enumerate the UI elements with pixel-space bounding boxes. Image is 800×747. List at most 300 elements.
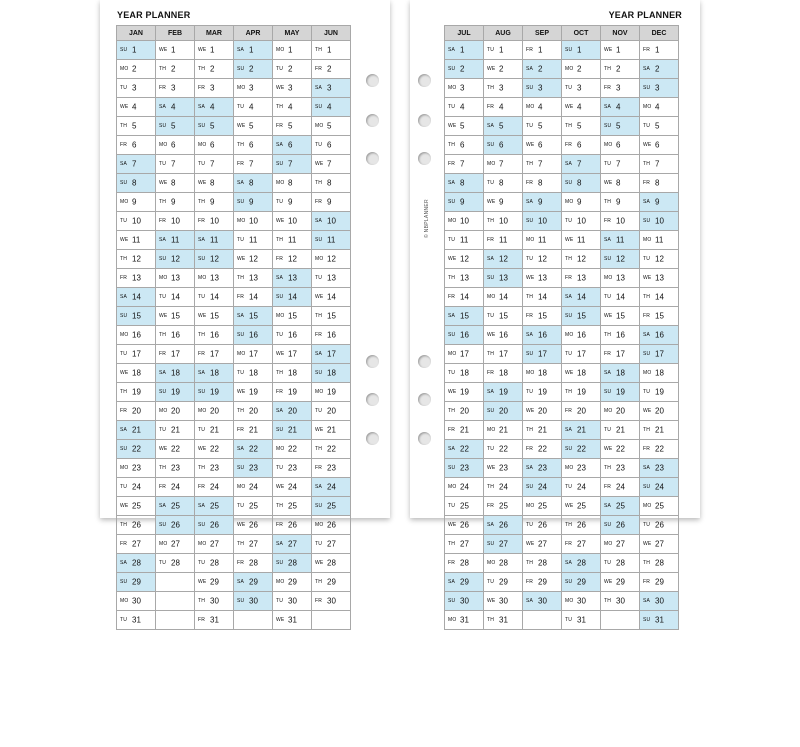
weekday-label: TU bbox=[565, 483, 573, 490]
day-cell bbox=[273, 212, 312, 231]
weekday-label: SA bbox=[120, 426, 128, 433]
day-row bbox=[117, 231, 351, 250]
weekday-label: SA bbox=[237, 46, 245, 53]
day-number: 11 bbox=[460, 235, 469, 245]
day-row bbox=[117, 288, 351, 307]
day-cell bbox=[484, 79, 523, 98]
day-number: 20 bbox=[460, 406, 469, 416]
day-number: 24 bbox=[132, 482, 141, 492]
weekday-label: MO bbox=[276, 312, 285, 319]
day-number: 17 bbox=[499, 349, 508, 359]
month-header-nov: NOV bbox=[601, 26, 640, 41]
day-cell bbox=[312, 478, 351, 497]
weekday-label: FR bbox=[604, 350, 612, 357]
empty-day-cell bbox=[156, 611, 195, 630]
weekday-label: TU bbox=[526, 521, 534, 528]
weekday-label: WE bbox=[237, 388, 246, 395]
weekday-label: SA bbox=[198, 103, 206, 110]
day-cell bbox=[234, 497, 273, 516]
weekday-label: FR bbox=[315, 464, 323, 471]
weekday-label: MO bbox=[526, 502, 535, 509]
day-number: 19 bbox=[616, 387, 625, 397]
weekday-label: MO bbox=[198, 407, 207, 414]
day-cell bbox=[117, 497, 156, 516]
day-cell bbox=[156, 98, 195, 117]
weekday-label: SA bbox=[237, 578, 245, 585]
weekday-label: FR bbox=[526, 46, 534, 53]
day-cell bbox=[562, 326, 601, 345]
binder-hole bbox=[366, 152, 379, 165]
day-cell bbox=[562, 402, 601, 421]
day-row bbox=[445, 155, 679, 174]
weekday-label: TU bbox=[120, 217, 128, 224]
weekday-label: MO bbox=[198, 540, 207, 547]
weekday-label: SA bbox=[198, 502, 206, 509]
day-cell bbox=[312, 383, 351, 402]
month-header-oct: OCT bbox=[562, 26, 601, 41]
weekday-label: FR bbox=[604, 483, 612, 490]
day-cell bbox=[117, 250, 156, 269]
day-number: 6 bbox=[460, 140, 465, 150]
day-number: 13 bbox=[327, 273, 336, 283]
weekday-label: TH bbox=[315, 46, 323, 53]
day-number: 14 bbox=[171, 292, 180, 302]
day-cell bbox=[601, 592, 640, 611]
day-cell bbox=[640, 345, 679, 364]
weekday-label: FR bbox=[604, 217, 612, 224]
day-cell bbox=[484, 535, 523, 554]
day-number: 16 bbox=[460, 330, 469, 340]
day-number: 2 bbox=[577, 64, 582, 74]
weekday-label: TU bbox=[526, 122, 534, 129]
weekday-label: FR bbox=[237, 426, 245, 433]
weekday-label: WE bbox=[159, 312, 168, 319]
weekday-label: SU bbox=[448, 331, 456, 338]
day-cell bbox=[273, 440, 312, 459]
day-number: 16 bbox=[171, 330, 180, 340]
day-cell bbox=[640, 98, 679, 117]
weekday-label: MO bbox=[448, 483, 457, 490]
day-cell bbox=[562, 440, 601, 459]
month-header-dec: DEC bbox=[640, 26, 679, 41]
day-number: 4 bbox=[327, 102, 332, 112]
weekday-label: WE bbox=[276, 616, 285, 623]
day-cell bbox=[117, 554, 156, 573]
day-number: 17 bbox=[327, 349, 336, 359]
weekday-label: TU bbox=[565, 350, 573, 357]
day-number: 3 bbox=[210, 83, 215, 93]
day-cell bbox=[601, 174, 640, 193]
day-number: 15 bbox=[288, 311, 297, 321]
weekday-label: TU bbox=[159, 559, 167, 566]
day-cell bbox=[601, 402, 640, 421]
day-number: 20 bbox=[538, 406, 547, 416]
day-number: 22 bbox=[538, 444, 547, 454]
day-number: 9 bbox=[132, 197, 137, 207]
day-cell bbox=[523, 174, 562, 193]
day-cell bbox=[234, 79, 273, 98]
day-number: 24 bbox=[616, 482, 625, 492]
day-row bbox=[445, 535, 679, 554]
day-cell bbox=[445, 345, 484, 364]
day-number: 22 bbox=[171, 444, 180, 454]
day-number: 24 bbox=[249, 482, 258, 492]
day-number: 21 bbox=[249, 425, 258, 435]
day-number: 27 bbox=[577, 539, 586, 549]
day-cell bbox=[312, 269, 351, 288]
binder-hole bbox=[366, 355, 379, 368]
day-number: 19 bbox=[499, 387, 508, 397]
weekday-label: SA bbox=[159, 502, 167, 509]
day-cell bbox=[273, 535, 312, 554]
weekday-label: WE bbox=[565, 502, 574, 509]
weekday-label: MO bbox=[315, 388, 324, 395]
day-row bbox=[445, 231, 679, 250]
day-cell bbox=[312, 421, 351, 440]
day-cell bbox=[234, 535, 273, 554]
day-number: 18 bbox=[171, 368, 180, 378]
day-number: 21 bbox=[327, 425, 336, 435]
day-number: 9 bbox=[460, 197, 465, 207]
day-number: 12 bbox=[499, 254, 508, 264]
weekday-label: SA bbox=[487, 521, 495, 528]
weekday-label: TH bbox=[487, 217, 495, 224]
day-cell bbox=[445, 41, 484, 60]
day-cell bbox=[156, 535, 195, 554]
day-cell bbox=[562, 193, 601, 212]
day-number: 7 bbox=[538, 159, 543, 169]
weekday-label: SA bbox=[120, 559, 128, 566]
weekday-label: SA bbox=[276, 274, 284, 281]
day-number: 23 bbox=[288, 463, 297, 473]
day-number: 20 bbox=[249, 406, 258, 416]
day-cell bbox=[312, 98, 351, 117]
day-number: 22 bbox=[499, 444, 508, 454]
weekday-label: WE bbox=[448, 388, 457, 395]
day-cell bbox=[156, 402, 195, 421]
day-cell bbox=[484, 98, 523, 117]
day-cell bbox=[234, 269, 273, 288]
day-cell bbox=[601, 307, 640, 326]
day-number: 15 bbox=[499, 311, 508, 321]
day-row bbox=[445, 592, 679, 611]
day-cell bbox=[312, 155, 351, 174]
day-cell bbox=[445, 98, 484, 117]
day-number: 9 bbox=[171, 197, 176, 207]
day-cell bbox=[484, 459, 523, 478]
day-cell bbox=[484, 117, 523, 136]
day-cell bbox=[601, 155, 640, 174]
weekday-label: SA bbox=[604, 236, 612, 243]
day-cell bbox=[562, 41, 601, 60]
weekday-label: FR bbox=[159, 483, 167, 490]
weekday-label: SA bbox=[198, 236, 206, 243]
day-cell bbox=[640, 402, 679, 421]
day-number: 3 bbox=[327, 83, 332, 93]
weekday-label: WE bbox=[198, 312, 207, 319]
day-row bbox=[117, 41, 351, 60]
weekday-label: SU bbox=[565, 312, 573, 319]
weekday-label: WE bbox=[120, 236, 129, 243]
binder-hole bbox=[418, 355, 431, 368]
weekday-label: WE bbox=[237, 255, 246, 262]
day-number: 18 bbox=[616, 368, 625, 378]
weekday-label: SA bbox=[448, 46, 456, 53]
weekday-label: TH bbox=[643, 559, 651, 566]
day-row bbox=[445, 307, 679, 326]
day-cell bbox=[273, 155, 312, 174]
day-number: 6 bbox=[616, 140, 621, 150]
day-cell bbox=[445, 269, 484, 288]
day-number: 25 bbox=[460, 501, 469, 511]
weekday-label: TH bbox=[487, 84, 495, 91]
day-cell bbox=[523, 573, 562, 592]
day-number: 14 bbox=[288, 292, 297, 302]
weekday-label: FR bbox=[276, 122, 284, 129]
day-number: 4 bbox=[655, 102, 660, 112]
day-number: 28 bbox=[538, 558, 547, 568]
day-row bbox=[445, 117, 679, 136]
day-row bbox=[117, 611, 351, 630]
day-number: 11 bbox=[210, 235, 219, 245]
day-cell bbox=[562, 459, 601, 478]
day-cell bbox=[640, 383, 679, 402]
weekday-label: FR bbox=[120, 540, 128, 547]
weekday-label: FR bbox=[159, 217, 167, 224]
weekday-label: SU bbox=[565, 445, 573, 452]
weekday-label: SA bbox=[237, 445, 245, 452]
weekday-label: SA bbox=[315, 217, 323, 224]
day-cell bbox=[523, 345, 562, 364]
weekday-label: FR bbox=[565, 274, 573, 281]
weekday-label: TU bbox=[487, 445, 495, 452]
weekday-label: TU bbox=[198, 559, 206, 566]
day-number: 21 bbox=[460, 425, 469, 435]
weekday-label: MO bbox=[643, 236, 652, 243]
right-page-title: YEAR PLANNER bbox=[608, 10, 682, 20]
weekday-label: TU bbox=[198, 293, 206, 300]
day-cell bbox=[523, 554, 562, 573]
day-cell bbox=[117, 212, 156, 231]
day-cell bbox=[484, 516, 523, 535]
weekday-label: FR bbox=[487, 103, 495, 110]
day-cell bbox=[445, 421, 484, 440]
weekday-label: TH bbox=[120, 255, 128, 262]
day-cell bbox=[640, 231, 679, 250]
day-number: 21 bbox=[538, 425, 547, 435]
weekday-label: TH bbox=[315, 445, 323, 452]
weekday-label: WE bbox=[604, 445, 613, 452]
weekday-label: TH bbox=[159, 464, 167, 471]
weekday-label: TH bbox=[276, 369, 284, 376]
day-cell bbox=[195, 421, 234, 440]
day-cell bbox=[601, 136, 640, 155]
day-cell bbox=[445, 193, 484, 212]
day-cell bbox=[234, 345, 273, 364]
day-cell bbox=[117, 383, 156, 402]
day-row bbox=[117, 364, 351, 383]
day-cell bbox=[312, 193, 351, 212]
weekday-label: SA bbox=[448, 312, 456, 319]
day-number: 12 bbox=[249, 254, 258, 264]
weekday-label: FR bbox=[315, 597, 323, 604]
day-number: 1 bbox=[577, 45, 582, 55]
weekday-label: WE bbox=[526, 407, 535, 414]
weekday-label: WE bbox=[198, 578, 207, 585]
weekday-label: WE bbox=[643, 407, 652, 414]
day-number: 30 bbox=[132, 596, 141, 606]
day-number: 11 bbox=[171, 235, 180, 245]
day-cell bbox=[273, 269, 312, 288]
weekday-label: TU bbox=[237, 236, 245, 243]
day-number: 5 bbox=[616, 121, 621, 131]
day-cell bbox=[484, 440, 523, 459]
day-number: 19 bbox=[538, 387, 547, 397]
weekday-label: MO bbox=[643, 502, 652, 509]
weekday-label: SA bbox=[565, 559, 573, 566]
weekday-label: MO bbox=[526, 369, 535, 376]
weekday-label: TH bbox=[487, 616, 495, 623]
weekday-label: SA bbox=[526, 65, 534, 72]
day-cell bbox=[484, 250, 523, 269]
day-number: 20 bbox=[210, 406, 219, 416]
day-row bbox=[117, 440, 351, 459]
day-number: 5 bbox=[210, 121, 215, 131]
day-cell bbox=[445, 592, 484, 611]
weekday-label: MO bbox=[237, 350, 246, 357]
day-cell bbox=[484, 193, 523, 212]
weekday-label: SA bbox=[448, 179, 456, 186]
day-number: 18 bbox=[538, 368, 547, 378]
day-number: 28 bbox=[499, 558, 508, 568]
day-row bbox=[117, 573, 351, 592]
day-number: 27 bbox=[288, 539, 297, 549]
day-cell bbox=[312, 364, 351, 383]
day-cell bbox=[562, 345, 601, 364]
weekday-label: SU bbox=[565, 46, 573, 53]
day-cell bbox=[640, 459, 679, 478]
day-number: 11 bbox=[327, 235, 336, 245]
weekday-label: SU bbox=[487, 407, 495, 414]
day-cell bbox=[445, 364, 484, 383]
day-number: 22 bbox=[288, 444, 297, 454]
day-number: 7 bbox=[171, 159, 176, 169]
weekday-label: MO bbox=[448, 217, 457, 224]
weekday-label: MO bbox=[159, 141, 168, 148]
day-number: 22 bbox=[210, 444, 219, 454]
day-number: 29 bbox=[132, 577, 141, 587]
day-number: 28 bbox=[171, 558, 180, 568]
day-cell bbox=[273, 402, 312, 421]
day-cell bbox=[484, 554, 523, 573]
weekday-label: TU bbox=[565, 616, 573, 623]
day-cell bbox=[601, 212, 640, 231]
day-number: 20 bbox=[171, 406, 180, 416]
day-cell bbox=[640, 174, 679, 193]
day-row bbox=[117, 592, 351, 611]
day-row bbox=[117, 554, 351, 573]
day-cell bbox=[312, 554, 351, 573]
day-number: 25 bbox=[171, 501, 180, 511]
weekday-label: MO bbox=[237, 483, 246, 490]
day-number: 2 bbox=[288, 64, 293, 74]
day-cell bbox=[445, 383, 484, 402]
day-number: 28 bbox=[210, 558, 219, 568]
day-cell bbox=[601, 440, 640, 459]
weekday-label: SA bbox=[604, 103, 612, 110]
day-number: 1 bbox=[171, 45, 176, 55]
day-number: 30 bbox=[616, 596, 625, 606]
weekday-label: TH bbox=[315, 179, 323, 186]
day-cell bbox=[601, 117, 640, 136]
weekday-label: FR bbox=[643, 445, 651, 452]
weekday-label: TH bbox=[643, 293, 651, 300]
day-number: 29 bbox=[327, 577, 336, 587]
day-cell bbox=[195, 516, 234, 535]
day-number: 8 bbox=[616, 178, 621, 188]
day-cell bbox=[156, 174, 195, 193]
weekday-label: SU bbox=[526, 350, 534, 357]
weekday-label: SA bbox=[315, 84, 323, 91]
day-cell bbox=[445, 535, 484, 554]
day-row bbox=[445, 478, 679, 497]
weekday-label: SU bbox=[198, 521, 206, 528]
day-number: 3 bbox=[249, 83, 254, 93]
day-number: 10 bbox=[327, 216, 336, 226]
day-cell bbox=[195, 155, 234, 174]
weekday-label: SU bbox=[315, 369, 323, 376]
weekday-label: TU bbox=[120, 483, 128, 490]
day-cell bbox=[640, 212, 679, 231]
day-cell bbox=[523, 117, 562, 136]
day-cell bbox=[195, 459, 234, 478]
weekday-label: SU bbox=[448, 198, 456, 205]
day-cell bbox=[312, 497, 351, 516]
day-number: 25 bbox=[327, 501, 336, 511]
weekday-label: SA bbox=[159, 236, 167, 243]
weekday-label: WE bbox=[526, 141, 535, 148]
day-number: 14 bbox=[655, 292, 664, 302]
weekday-label: WE bbox=[315, 559, 324, 566]
day-number: 2 bbox=[132, 64, 137, 74]
weekday-label: SA bbox=[120, 293, 128, 300]
day-row bbox=[117, 459, 351, 478]
day-cell bbox=[156, 136, 195, 155]
weekday-label: FR bbox=[448, 559, 456, 566]
weekday-label: WE bbox=[120, 369, 129, 376]
day-number: 19 bbox=[210, 387, 219, 397]
day-number: 27 bbox=[327, 539, 336, 549]
day-number: 3 bbox=[288, 83, 293, 93]
day-cell bbox=[156, 516, 195, 535]
day-cell bbox=[195, 573, 234, 592]
weekday-label: TU bbox=[159, 293, 167, 300]
day-number: 1 bbox=[327, 45, 332, 55]
day-cell bbox=[312, 231, 351, 250]
day-number: 8 bbox=[249, 178, 254, 188]
weekday-label: SA bbox=[565, 293, 573, 300]
day-cell bbox=[562, 250, 601, 269]
day-number: 18 bbox=[132, 368, 141, 378]
weekday-label: WE bbox=[526, 274, 535, 281]
weekday-label: FR bbox=[315, 65, 323, 72]
day-number: 27 bbox=[171, 539, 180, 549]
day-cell bbox=[640, 60, 679, 79]
day-number: 9 bbox=[249, 197, 254, 207]
weekday-label: FR bbox=[198, 217, 206, 224]
day-cell bbox=[156, 421, 195, 440]
month-header-sep: SEP bbox=[523, 26, 562, 41]
